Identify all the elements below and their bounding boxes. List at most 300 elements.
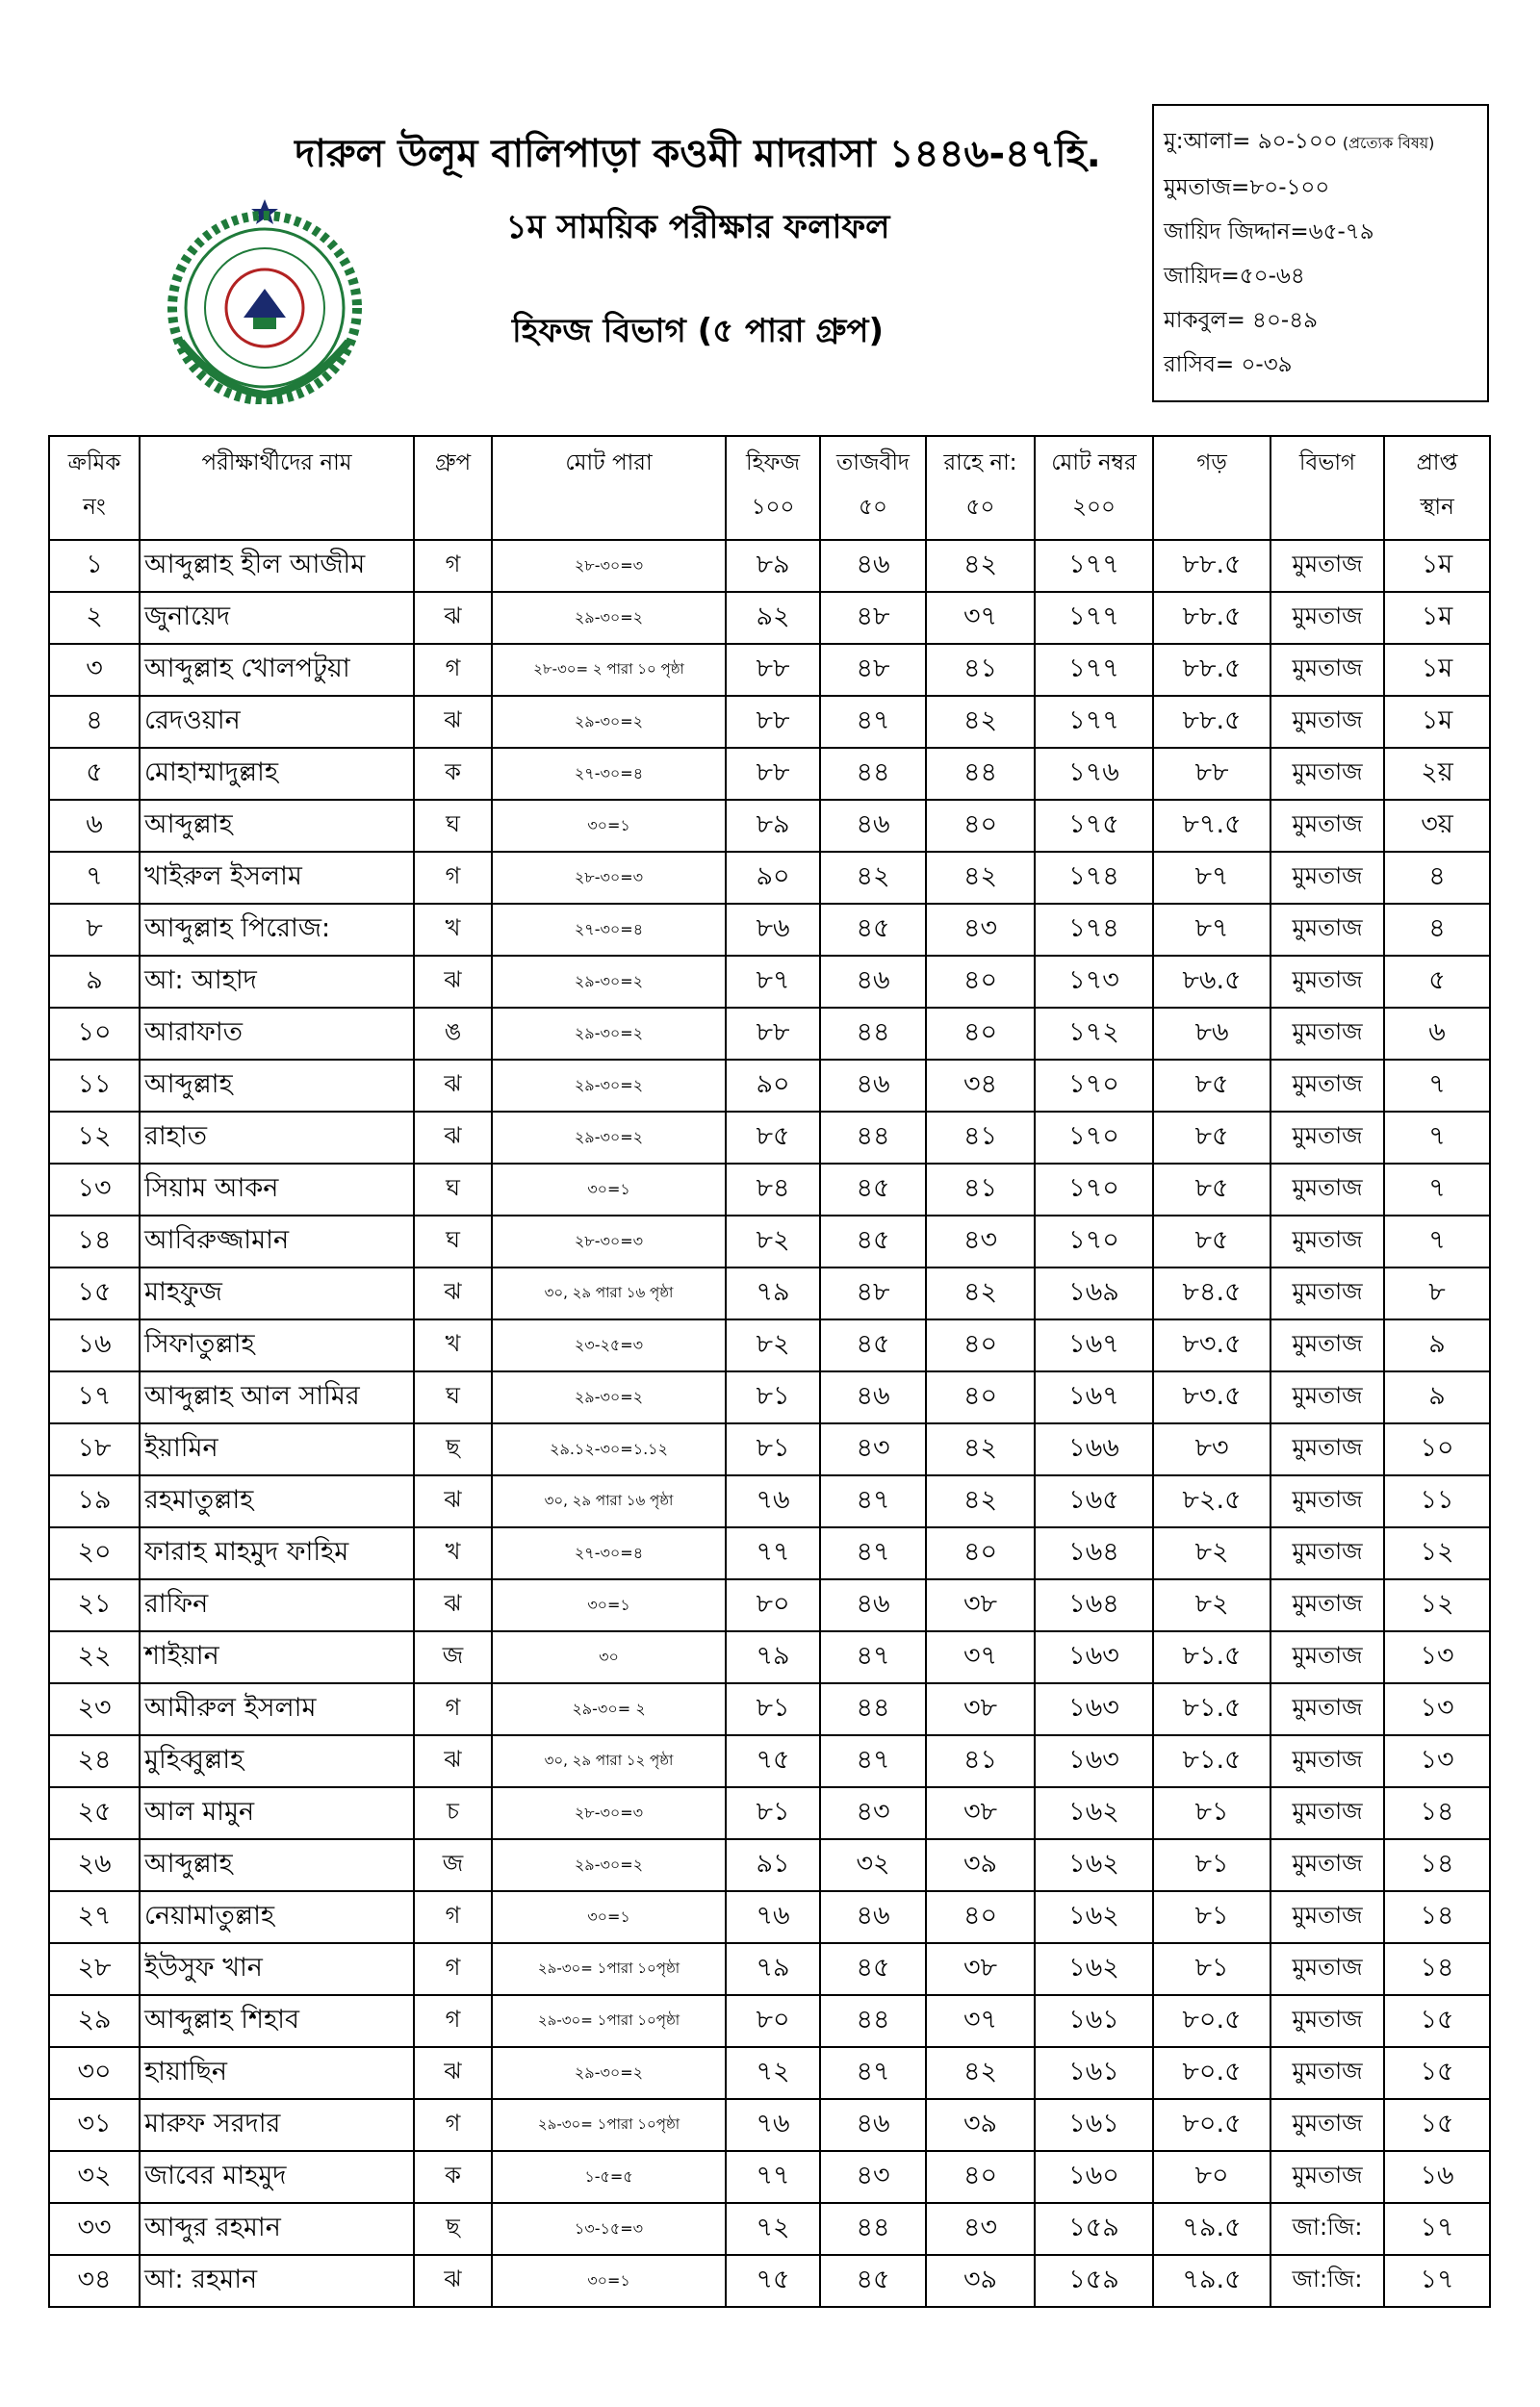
total-cell: ১৬৩ — [1035, 1631, 1153, 1683]
hifz-cell: ৭২ — [726, 2203, 820, 2255]
table-row — [49, 696, 1490, 748]
para-cell: ৩০=১ — [492, 1579, 726, 1631]
para-cell: ২৯-৩০= ১পারা ১০পৃষ্ঠা — [492, 1943, 726, 1995]
column-header — [1035, 436, 1153, 540]
position-cell: ১ম — [1384, 592, 1490, 644]
total-cell: ১৭৭ — [1035, 540, 1153, 592]
rahe-cell: ৪১ — [926, 1735, 1035, 1787]
hifz-cell: ৮০ — [726, 1995, 820, 2047]
position-cell: ৭ — [1384, 1112, 1490, 1164]
column-header-line2: ২০০ — [1072, 495, 1116, 520]
position-cell: ১২ — [1384, 1527, 1490, 1579]
average-cell: ৮১ — [1153, 1787, 1270, 1839]
position-cell: ১৪ — [1384, 1943, 1490, 1995]
column-header-line1: ক্রমিক — [67, 450, 121, 475]
serial-cell: ৩ — [49, 644, 140, 696]
column-header-line1: পরীক্ষার্থীদের নাম — [201, 450, 352, 475]
tajweed-cell: ৪৫ — [820, 2255, 926, 2307]
serial-cell: ২২ — [49, 1631, 140, 1683]
serial-cell: ৭ — [49, 852, 140, 904]
group-cell: ঘ — [414, 1164, 492, 1216]
group-cell: ঝ — [414, 1579, 492, 1631]
hifz-cell: ৭৬ — [726, 1475, 820, 1527]
department-title: হিফজ বিভাগ (৫ পারা গ্রুপ) — [511, 312, 885, 350]
group-cell: ছ — [414, 1423, 492, 1475]
total-cell: ১৬৯ — [1035, 1268, 1153, 1319]
group-cell: খ — [414, 904, 492, 956]
total-cell: ১৭৩ — [1035, 956, 1153, 1008]
serial-cell: ১৪ — [49, 1216, 140, 1268]
name-cell: খাইরুল ইসলাম — [140, 852, 414, 904]
rahe-cell: ৪৩ — [926, 2203, 1035, 2255]
position-cell: ৩য় — [1384, 800, 1490, 852]
para-cell: ২৯-৩০=২ — [492, 696, 726, 748]
table-row — [49, 800, 1490, 852]
serial-cell: ৪ — [49, 696, 140, 748]
table-row — [49, 1268, 1490, 1319]
total-cell: ১৫৯ — [1035, 2255, 1153, 2307]
para-cell: ৩০=১ — [492, 1164, 726, 1216]
position-cell: ৭ — [1384, 1216, 1490, 1268]
name-cell: আব্দুল্লাহ — [140, 1060, 414, 1112]
group-cell: গ — [414, 1943, 492, 1995]
group-cell: ঝ — [414, 696, 492, 748]
madrasa-logo — [162, 197, 369, 404]
column-header-line2: ১০০ — [751, 495, 795, 520]
position-cell: ১৫ — [1384, 1995, 1490, 2047]
column-header-line2: স্থান — [1420, 495, 1454, 520]
name-cell: আব্দুল্লাহ আল সামির — [140, 1371, 414, 1423]
average-cell: ৮৭ — [1153, 904, 1270, 956]
division-cell: জা:জি: — [1270, 2203, 1384, 2255]
group-cell: গ — [414, 644, 492, 696]
position-cell: ১৫ — [1384, 2099, 1490, 2151]
name-cell: মোহাম্মাদুল্লাহ — [140, 748, 414, 800]
position-cell: ৯ — [1384, 1319, 1490, 1371]
tajweed-cell: ৪৫ — [820, 1164, 926, 1216]
position-cell: ১৬ — [1384, 2151, 1490, 2203]
average-cell: ৮৩.৫ — [1153, 1371, 1270, 1423]
total-cell: ১৫৯ — [1035, 2203, 1153, 2255]
name-cell: জুনায়েদ — [140, 592, 414, 644]
division-cell: মুমতাজ — [1270, 1268, 1384, 1319]
grading-item — [1164, 254, 1477, 298]
group-cell: ঙ — [414, 1008, 492, 1060]
rahe-cell: ৩৪ — [926, 1060, 1035, 1112]
tajweed-cell: ৪৬ — [820, 2099, 926, 2151]
tajweed-cell: ৪৬ — [820, 1891, 926, 1943]
para-cell: ২৯.১২-৩০=১.১২ — [492, 1423, 726, 1475]
table-row — [49, 1631, 1490, 1683]
table-row — [49, 1527, 1490, 1579]
name-cell: আব্দুল্লাহ — [140, 800, 414, 852]
grading-scale-box — [1152, 104, 1489, 402]
column-header — [1384, 436, 1490, 540]
table-row — [49, 1112, 1490, 1164]
group-cell: গ — [414, 1995, 492, 2047]
total-cell: ১৬২ — [1035, 1891, 1153, 1943]
table-row — [49, 2099, 1490, 2151]
para-cell: ৩০=১ — [492, 800, 726, 852]
total-cell: ১৭৭ — [1035, 644, 1153, 696]
division-cell: মুমতাজ — [1270, 1423, 1384, 1475]
table-row — [49, 1943, 1490, 1995]
serial-cell: ২১ — [49, 1579, 140, 1631]
table-row — [49, 1216, 1490, 1268]
division-cell: মুমতাজ — [1270, 1995, 1384, 2047]
group-cell: ঝ — [414, 2255, 492, 2307]
tajweed-cell: ৪৬ — [820, 540, 926, 592]
tajweed-cell: ৪৩ — [820, 1787, 926, 1839]
exam-subtitle: ১ম সাময়িক পরীক্ষার ফলাফল — [505, 208, 890, 246]
para-cell: ২৯-৩০=২ — [492, 1008, 726, 1060]
group-cell: খ — [414, 1319, 492, 1371]
para-cell: ৩০, ২৯ পারা ১৬ পৃষ্ঠা — [492, 1268, 726, 1319]
group-cell: ঝ — [414, 1060, 492, 1112]
name-cell: ইউসুফ খান — [140, 1943, 414, 1995]
hifz-cell: ৮১ — [726, 1423, 820, 1475]
table-row — [49, 1787, 1490, 1839]
table-row — [49, 852, 1490, 904]
rahe-cell: ৪২ — [926, 1268, 1035, 1319]
hifz-cell: ৮৬ — [726, 904, 820, 956]
average-cell: ৮২ — [1153, 1527, 1270, 1579]
hifz-cell: ৮২ — [726, 1319, 820, 1371]
tajweed-cell: ৪৭ — [820, 1527, 926, 1579]
rahe-cell: ৩৭ — [926, 592, 1035, 644]
serial-cell: ২৮ — [49, 1943, 140, 1995]
serial-cell: ১৭ — [49, 1371, 140, 1423]
average-cell: ৭৯.৫ — [1153, 2255, 1270, 2307]
serial-cell: ১৯ — [49, 1475, 140, 1527]
table-row — [49, 1475, 1490, 1527]
page-title: দারুল উলূম বালিপাড়া কওমী মাদরাসা ১৪৪৬-৪৭হি. — [295, 132, 1101, 176]
rahe-cell: ৪১ — [926, 644, 1035, 696]
hifz-cell: ৭৬ — [726, 2099, 820, 2151]
tajweed-cell: ৪৫ — [820, 1216, 926, 1268]
tajweed-cell: ৪৬ — [820, 956, 926, 1008]
average-cell: ৮৩ — [1153, 1423, 1270, 1475]
rahe-cell: ৪০ — [926, 1891, 1035, 1943]
tajweed-cell: ৪৪ — [820, 748, 926, 800]
serial-cell: ২৪ — [49, 1735, 140, 1787]
division-cell: মুমতাজ — [1270, 852, 1384, 904]
average-cell: ৮৮ — [1153, 748, 1270, 800]
total-cell: ১৭০ — [1035, 1216, 1153, 1268]
grading-item — [1164, 119, 1477, 166]
table-row — [49, 1060, 1490, 1112]
name-cell: আব্দুল্লাহ শিহাব — [140, 1995, 414, 2047]
hifz-cell: ৮১ — [726, 1371, 820, 1423]
serial-cell: ২০ — [49, 1527, 140, 1579]
table-row — [49, 1891, 1490, 1943]
table-row — [49, 1423, 1490, 1475]
para-cell: ২৯-৩০=২ — [492, 1112, 726, 1164]
group-cell: গ — [414, 2099, 492, 2151]
group-cell: জ — [414, 1839, 492, 1891]
grading-label: রাসিব= ০-৩৯ — [1164, 352, 1293, 377]
division-cell: মুমতাজ — [1270, 1319, 1384, 1371]
hifz-cell: ৭৯ — [726, 1943, 820, 1995]
serial-cell: ৯ — [49, 956, 140, 1008]
rahe-cell: ৪২ — [926, 696, 1035, 748]
position-cell: ৭ — [1384, 1060, 1490, 1112]
column-header-line1: হিফজ — [745, 450, 801, 475]
group-cell: গ — [414, 540, 492, 592]
position-cell: ১৫ — [1384, 2047, 1490, 2099]
name-cell: আব্দুল্লাহ পিরোজ: — [140, 904, 414, 956]
division-cell: মুমতাজ — [1270, 1164, 1384, 1216]
position-cell: ১২ — [1384, 1579, 1490, 1631]
hifz-cell: ৭৭ — [726, 1527, 820, 1579]
name-cell: জাবের মাহমুদ — [140, 2151, 414, 2203]
total-cell: ১৭০ — [1035, 1112, 1153, 1164]
para-cell: ২৯-৩০=২ — [492, 956, 726, 1008]
table-row — [49, 1735, 1490, 1787]
serial-cell: ২৩ — [49, 1683, 140, 1735]
grading-note: (প্রত্যেক বিষয়) — [1337, 134, 1435, 152]
position-cell: ১৩ — [1384, 1683, 1490, 1735]
total-cell: ১৬৬ — [1035, 1423, 1153, 1475]
hifz-cell: ৮২ — [726, 1216, 820, 1268]
position-cell: ১৩ — [1384, 1735, 1490, 1787]
position-cell: ৬ — [1384, 1008, 1490, 1060]
column-header — [492, 436, 726, 540]
serial-cell: ২৫ — [49, 1787, 140, 1839]
table-row — [49, 1995, 1490, 2047]
rahe-cell: ৪০ — [926, 800, 1035, 852]
name-cell: আ: আহাদ — [140, 956, 414, 1008]
division-cell: মুমতাজ — [1270, 1943, 1384, 1995]
division-cell: মুমতাজ — [1270, 1579, 1384, 1631]
para-cell: ২৮-৩০= ২ পারা ১০ পৃষ্ঠা — [492, 644, 726, 696]
table-row — [49, 956, 1490, 1008]
para-cell: ২৭-৩০=৪ — [492, 1527, 726, 1579]
position-cell: ১৭ — [1384, 2203, 1490, 2255]
position-cell: ১৩ — [1384, 1631, 1490, 1683]
name-cell: আব্দুল্লাহ খোলপটুয়া — [140, 644, 414, 696]
serial-cell: ৩১ — [49, 2099, 140, 2151]
total-cell: ১৬৪ — [1035, 1579, 1153, 1631]
total-cell: ১৭০ — [1035, 1060, 1153, 1112]
average-cell: ৮০.৫ — [1153, 2047, 1270, 2099]
grading-label: জায়িদ জিদ্দান=৬৫-৭৯ — [1164, 219, 1374, 244]
division-cell: মুমতাজ — [1270, 592, 1384, 644]
tajweed-cell: ৪৪ — [820, 2203, 926, 2255]
table-row — [49, 2047, 1490, 2099]
rahe-cell: ৪০ — [926, 2151, 1035, 2203]
tajweed-cell: ৪৭ — [820, 1735, 926, 1787]
rahe-cell: ৪০ — [926, 1319, 1035, 1371]
column-header-line1: মোট নম্বর — [1051, 450, 1137, 475]
hifz-cell: ৮১ — [726, 1787, 820, 1839]
average-cell: ৮৮.৫ — [1153, 644, 1270, 696]
name-cell: হায়াছিন — [140, 2047, 414, 2099]
average-cell: ৮১.৫ — [1153, 1735, 1270, 1787]
tajweed-cell: ৪২ — [820, 852, 926, 904]
serial-cell: ১ — [49, 540, 140, 592]
average-cell: ৮২.৫ — [1153, 1475, 1270, 1527]
position-cell: ২য় — [1384, 748, 1490, 800]
division-cell: মুমতাজ — [1270, 2099, 1384, 2151]
para-cell: ২৮-৩০=৩ — [492, 540, 726, 592]
tajweed-cell: ৪৬ — [820, 1371, 926, 1423]
hifz-cell: ৯০ — [726, 1060, 820, 1112]
group-cell: ঝ — [414, 1475, 492, 1527]
group-cell: ক — [414, 2151, 492, 2203]
average-cell: ৮৮.৫ — [1153, 540, 1270, 592]
tajweed-cell: ৪৬ — [820, 1060, 926, 1112]
column-header — [926, 436, 1035, 540]
group-cell: ঘ — [414, 1371, 492, 1423]
serial-cell: ৩৪ — [49, 2255, 140, 2307]
grading-item — [1164, 298, 1477, 343]
table-row — [49, 2255, 1490, 2307]
result-table — [48, 435, 1491, 2308]
group-cell: ছ — [414, 2203, 492, 2255]
position-cell: ১৭ — [1384, 2255, 1490, 2307]
column-header-line2: ৫০ — [859, 495, 887, 520]
serial-cell: ১২ — [49, 1112, 140, 1164]
tajweed-cell: ৪৩ — [820, 2151, 926, 2203]
average-cell: ৮১.৫ — [1153, 1683, 1270, 1735]
group-cell: ক — [414, 748, 492, 800]
serial-cell: ১৮ — [49, 1423, 140, 1475]
position-cell: ৮ — [1384, 1268, 1490, 1319]
tajweed-cell: ৪৫ — [820, 1943, 926, 1995]
serial-cell: ৫ — [49, 748, 140, 800]
division-cell: মুমতাজ — [1270, 1787, 1384, 1839]
division-cell: মুমতাজ — [1270, 1527, 1384, 1579]
tajweed-cell: ৪৮ — [820, 1268, 926, 1319]
table-row — [49, 904, 1490, 956]
hifz-cell: ৮০ — [726, 1579, 820, 1631]
total-cell: ১৭৪ — [1035, 904, 1153, 956]
column-header-line1: মোট পারা — [565, 450, 653, 475]
average-cell: ৮০.৫ — [1153, 2099, 1270, 2151]
serial-cell: ১৩ — [49, 1164, 140, 1216]
serial-cell: ২৬ — [49, 1839, 140, 1891]
column-header — [49, 436, 140, 540]
tajweed-cell: ৪৮ — [820, 592, 926, 644]
name-cell: সিয়াম আকন — [140, 1164, 414, 1216]
total-cell: ১৭৭ — [1035, 592, 1153, 644]
total-cell: ১৬৭ — [1035, 1371, 1153, 1423]
position-cell: ১০ — [1384, 1423, 1490, 1475]
tajweed-cell: ৪৪ — [820, 1008, 926, 1060]
average-cell: ৮৪.৫ — [1153, 1268, 1270, 1319]
table-row — [49, 1839, 1490, 1891]
group-cell: গ — [414, 1891, 492, 1943]
rahe-cell: ৪২ — [926, 540, 1035, 592]
total-cell: ১৬৩ — [1035, 1735, 1153, 1787]
position-cell: ১ম — [1384, 644, 1490, 696]
group-cell: চ — [414, 1787, 492, 1839]
tajweed-cell: ৪৮ — [820, 644, 926, 696]
position-cell: ১ম — [1384, 696, 1490, 748]
rahe-cell: ৪২ — [926, 1475, 1035, 1527]
total-cell: ১৬৩ — [1035, 1683, 1153, 1735]
total-cell: ১৭০ — [1035, 1164, 1153, 1216]
table-row — [49, 2151, 1490, 2203]
name-cell: রহমাতুল্লাহ — [140, 1475, 414, 1527]
serial-cell: ১৫ — [49, 1268, 140, 1319]
name-cell: রাফিন — [140, 1579, 414, 1631]
para-cell: ২৯-৩০= ১পারা ১০পৃষ্ঠা — [492, 2099, 726, 2151]
para-cell: ৩০, ২৯ পারা ১৬ পৃষ্ঠা — [492, 1475, 726, 1527]
position-cell: ১৪ — [1384, 1839, 1490, 1891]
grading-label: মু:আলা= ৯০-১০০ — [1164, 129, 1338, 154]
division-cell: মুমতাজ — [1270, 1216, 1384, 1268]
para-cell: ২৯-৩০=২ — [492, 1371, 726, 1423]
table-row — [49, 1683, 1490, 1735]
para-cell: ২৩-২৫=৩ — [492, 1319, 726, 1371]
position-cell: ১৪ — [1384, 1891, 1490, 1943]
serial-cell: ১১ — [49, 1060, 140, 1112]
serial-cell: ১০ — [49, 1008, 140, 1060]
total-cell: ১৭৭ — [1035, 696, 1153, 748]
column-header-line1: বিভাগ — [1298, 450, 1356, 475]
division-cell: মুমতাজ — [1270, 1008, 1384, 1060]
division-cell: মুমতাজ — [1270, 2151, 1384, 2203]
tajweed-cell: ৪৬ — [820, 800, 926, 852]
column-header — [726, 436, 820, 540]
hifz-cell: ৮৮ — [726, 748, 820, 800]
name-cell: সিফাতুল্লাহ — [140, 1319, 414, 1371]
average-cell: ৮৫ — [1153, 1164, 1270, 1216]
tajweed-cell: ৪৪ — [820, 1683, 926, 1735]
average-cell: ৮১ — [1153, 1891, 1270, 1943]
average-cell: ৮০ — [1153, 2151, 1270, 2203]
hifz-cell: ৭৫ — [726, 1735, 820, 1787]
total-cell: ১৬২ — [1035, 1943, 1153, 1995]
column-header-line1: গড় — [1196, 450, 1227, 475]
total-cell: ১৬০ — [1035, 2151, 1153, 2203]
tajweed-cell: ৪৪ — [820, 1995, 926, 2047]
group-cell: ঘ — [414, 800, 492, 852]
tajweed-cell: ৪৪ — [820, 1112, 926, 1164]
average-cell: ৮৮.৫ — [1153, 592, 1270, 644]
division-cell: মুমতাজ — [1270, 1683, 1384, 1735]
column-header — [140, 436, 414, 540]
rahe-cell: ৩৭ — [926, 1631, 1035, 1683]
rahe-cell: ৪০ — [926, 1008, 1035, 1060]
rahe-cell: ৩৯ — [926, 1839, 1035, 1891]
serial-cell: ৮ — [49, 904, 140, 956]
name-cell: আব্দুল্লাহ — [140, 1839, 414, 1891]
total-cell: ১৬৭ — [1035, 1319, 1153, 1371]
division-cell: মুমতাজ — [1270, 1735, 1384, 1787]
name-cell: মুহিব্বুল্লাহ — [140, 1735, 414, 1787]
table-row — [49, 644, 1490, 696]
average-cell: ৮২ — [1153, 1579, 1270, 1631]
average-cell: ৮৬.৫ — [1153, 956, 1270, 1008]
table-row — [49, 1319, 1490, 1371]
division-cell: মুমতাজ — [1270, 696, 1384, 748]
column-header — [1270, 436, 1384, 540]
rahe-cell: ৪২ — [926, 852, 1035, 904]
para-cell: ২৮-৩০=৩ — [492, 1216, 726, 1268]
table-header-row — [49, 436, 1490, 540]
table-row — [49, 1371, 1490, 1423]
column-header-line1: প্রাপ্ত — [1416, 450, 1458, 475]
tajweed-cell: ৪৭ — [820, 2047, 926, 2099]
rahe-cell: ৪২ — [926, 2047, 1035, 2099]
division-cell: মুমতাজ — [1270, 540, 1384, 592]
column-header-line1: রাহে না: — [943, 450, 1017, 475]
tajweed-cell: ৪৬ — [820, 1579, 926, 1631]
rahe-cell: ৪৩ — [926, 1216, 1035, 1268]
